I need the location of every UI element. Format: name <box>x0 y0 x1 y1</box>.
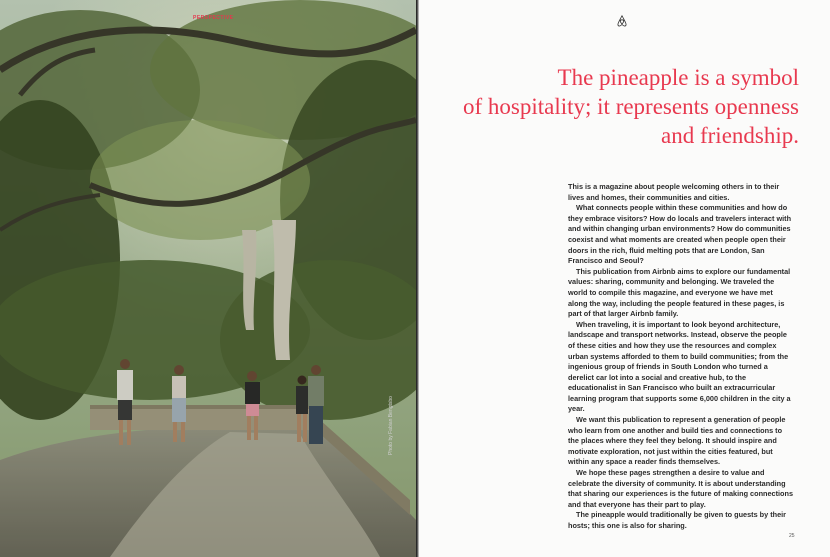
article-body <box>568 182 794 532</box>
body-paragraph: This is a magazine about people welcoming others in to their lives and homes, their communities and cities. <box>568 182 780 202</box>
body-paragraph: This publication from Airbnb aims to explore our fundamental values: sharing, community and belonging. We traveled the world to compile this magazine, and everyone we have met along the way, including the people featured in these pages, is part of that larger Airbnb family. <box>568 266 791 319</box>
pull-quote <box>459 63 799 150</box>
body-paragraph: We want this publication to represent a generation of people who learn from one another and build ties and connections to the places where they feel they belong. It should inspire and motivate exploration, not just within the cities featured, but within any space a reader finds themselves. <box>568 415 786 467</box>
body-paragraph: What connects people within these communities and how do they embrace visitors? How do locals and travelers interact with and within changing urban environments? How do communities coexist and what moments are created when people open their doors in the rich, fluid melting pots that are London, San Francisco and Seoul? <box>568 203 792 266</box>
section-tag: PERSPECTIVE <box>193 15 234 21</box>
body-paragraph: We hope these pages strengthen a desire to value and celebrate the diversity of community. It is about understanding that sharing our experiences is the future of making connections and that everyone has their part to play. <box>568 468 794 509</box>
body-paragraph: When traveling, it is important to look beyond architecture, landscape and transport networks. Instead, observe the people of these cities and how they use the resources and complex urban systems afforded to them to build communities; from the ingenious group of friends in South London who turned a derelict car lot into a social and creative hub, to the educationalist in San Francisco who built an extracurricular learning program that supports some 6,000 children in the city a year. <box>568 319 791 414</box>
pull-quote-line: and friendship. <box>661 123 799 148</box>
page-number: 25 <box>789 533 795 539</box>
photo-credit: Photo by Fabian Bengtsbo <box>388 396 394 455</box>
airbnb-belo-icon <box>615 14 629 28</box>
pull-quote-line: of hospitality; it represents openness <box>463 94 799 119</box>
pull-quote-line: The pineapple is a symbol <box>557 65 799 90</box>
right-page <box>419 0 830 557</box>
body-paragraph: The pineapple would traditionally be given to guests by their hosts; this one is also for sharing. <box>568 510 787 530</box>
